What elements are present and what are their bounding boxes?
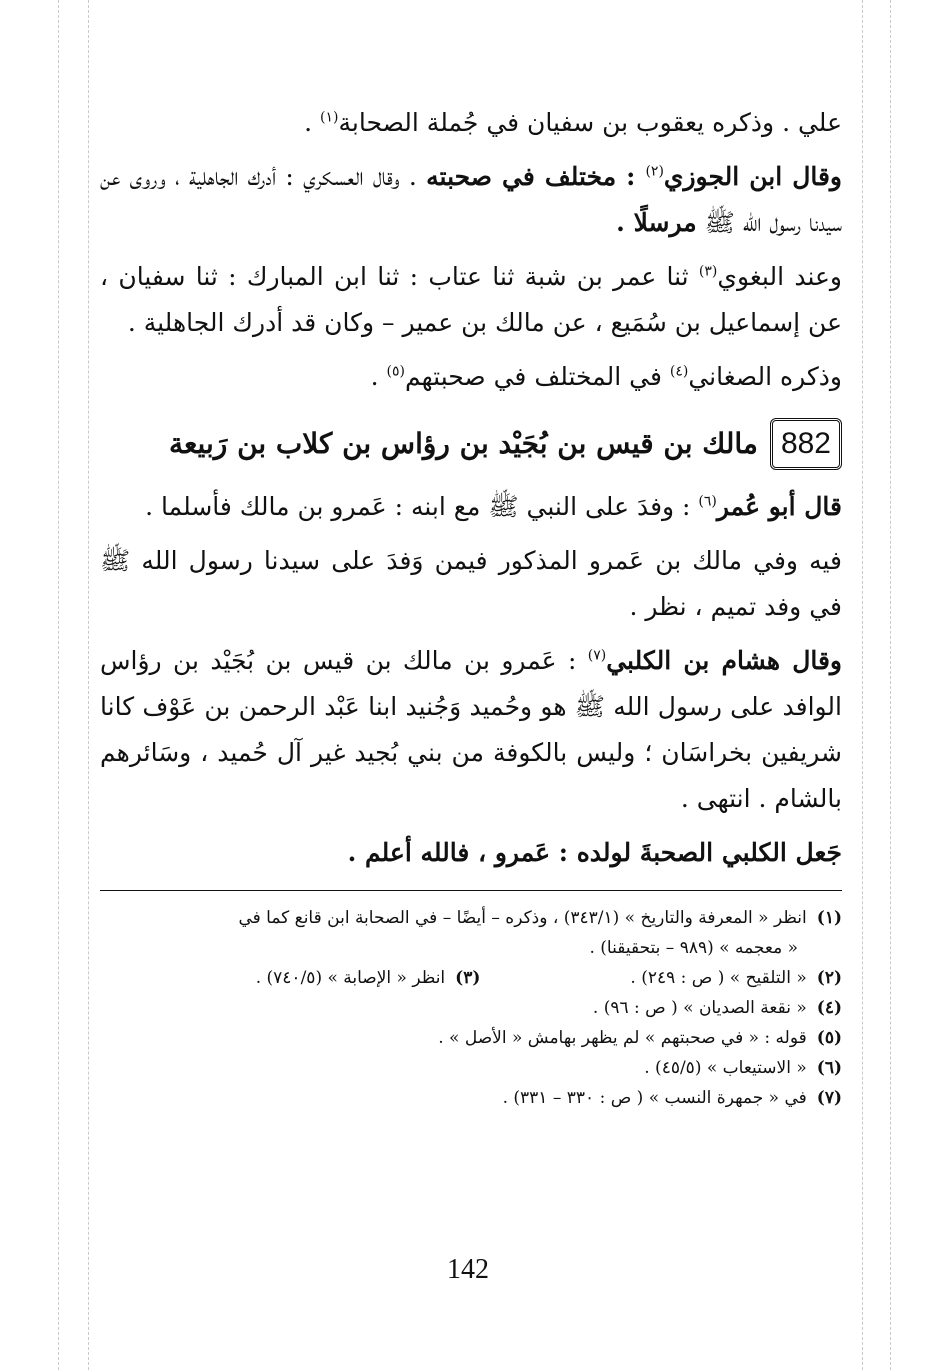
margin-guide-left-inner — [88, 0, 89, 1370]
body-paragraph-3 — [100, 254, 842, 346]
footnote-4 — [100, 993, 842, 1023]
footnote-number: (٤) — [816, 998, 842, 1018]
margin-guide-right — [890, 0, 891, 1370]
footnote-divider — [100, 890, 842, 891]
text: وعند البغوي — [717, 262, 842, 291]
entry-paragraph-1 — [100, 484, 842, 530]
footnote-text: في « جمهرة النسب » ( ص : ٣٣٠ – ٣٣١) . — [502, 1088, 807, 1108]
speaker-name: وقال ابن الجوزي — [663, 162, 843, 191]
quote-bold: : مختلف في صحبته — [426, 162, 646, 191]
text: علي . وذكره يعقوب بن سفيان في جُملة الصحابة — [338, 108, 842, 137]
text: . وقال العسكري : أدرك الجاهلية ، وروى عن سيدنا رسول الله ﷺ — [100, 162, 842, 237]
footnote-7 — [100, 1083, 842, 1113]
footnote-text: « معجمه » (٩٨٩ – بتحقيقنا) . — [589, 938, 798, 958]
entry-conclusion: جَعل الكلبي الصحبةَ لولده : عَمرو ، فالله أعلم . — [347, 838, 842, 867]
footnote-text: انظر « الإصابة » (٧٤٠/٥) . — [255, 968, 446, 988]
footnote-text: « نقعة الصديان » ( ص : ٩٦) . — [592, 998, 807, 1018]
footnote-2 — [630, 963, 842, 993]
footnote-ref[interactable]: (٢) — [645, 163, 664, 180]
text: . — [304, 108, 321, 137]
page-number: 142 — [447, 1254, 489, 1285]
entry-title: مالك بن قيس بن بُجَيْد بن رؤاس بن كلاب بن رَبيعة — [169, 427, 758, 460]
footnote-ref[interactable]: (١) — [320, 109, 339, 126]
speaker-name: قال أبو عُمر — [716, 492, 842, 521]
footnote-ref[interactable]: (٤) — [669, 363, 689, 380]
footnote-5 — [100, 1023, 842, 1053]
footnote-ref[interactable]: (٦) — [698, 493, 717, 510]
body-paragraph-1 — [100, 100, 842, 146]
footnote-ref[interactable]: (٥) — [386, 363, 406, 380]
text: في المختلف في صحبتهم — [405, 362, 670, 391]
footnote-number: (٦) — [816, 1058, 842, 1078]
footnote-6 — [100, 1053, 842, 1083]
footnote-text: انظر « المعرفة والتاريخ » (٣٤٣/١) ، وذكره – أيضًا – في الصحابة ابن قانع كما في — [238, 908, 807, 928]
footnote-number: (١) — [816, 908, 842, 928]
footnote-ref[interactable]: (٧) — [587, 647, 607, 664]
footnote-ref[interactable]: (٣) — [698, 263, 718, 280]
footnote-number: (٣) — [455, 968, 481, 988]
page-content — [100, 100, 842, 1113]
footnote-1 — [100, 903, 842, 933]
text: ثنا عمر بن شبة ثنا عتاب : ثنا ابن المبارك : ثنا سفيان ، عن إسماعيل بن سُمَيع ، عن مالك بن عمير – وكان قد أدرك الجاهلية . — [100, 262, 842, 337]
quote-bold: مرسلًا . — [616, 208, 697, 237]
footnote-text: « الاستيعاب » (٤٥/٥) . — [644, 1058, 807, 1078]
footnote-text: « التلقيح » ( ص : ٢٤٩) . — [630, 968, 807, 988]
body-paragraph-2 — [100, 154, 842, 246]
entry-paragraph-2: فيه وفي مالك بن عَمرو المذكور فيمن وَفدَ على سيدنا رسول الله ﷺ في وفد تميم ، نظر . — [100, 546, 842, 621]
margin-guide-right-inner — [862, 0, 863, 1370]
text: وذكره الصغاني — [688, 362, 842, 391]
speaker-name: وقال هشام بن الكلبي — [606, 646, 843, 675]
footnote-text: قوله : « في صحبتهم » لم يظهر بهامش « الأصل » . — [438, 1028, 807, 1048]
entry-paragraph-3 — [100, 638, 842, 822]
entry-heading — [100, 418, 842, 470]
text: . — [370, 362, 387, 391]
footnote-1-continued — [100, 933, 842, 963]
text: : عَمرو بن مالك بن قيس بن بُجَيْد بن رؤاس الوافد على رسول الله ﷺ هو وحُميد وَجُنيد ابنا عَبْد الرحمن بن عَوْف كانا شريفين بخراسَان ؛ وليس بالكوفة من بني بُجيد غير آل حُميد ، وسَائرهم بالشام . انتهى . — [100, 646, 842, 813]
body-paragraph-4 — [100, 354, 842, 400]
footnote-row — [100, 963, 842, 993]
footnote-number: (٢) — [816, 968, 842, 988]
entry-number-box: 882 — [770, 418, 842, 470]
margin-guide-left — [58, 0, 59, 1370]
footnotes — [100, 903, 842, 1113]
footnote-number: (٧) — [816, 1088, 842, 1108]
text: : وفدَ على النبي ﷺ مع ابنه : عَمرو بن مالك فأسلما . — [145, 492, 699, 521]
footnote-number: (٥) — [816, 1028, 842, 1048]
footnote-3 — [256, 963, 481, 993]
